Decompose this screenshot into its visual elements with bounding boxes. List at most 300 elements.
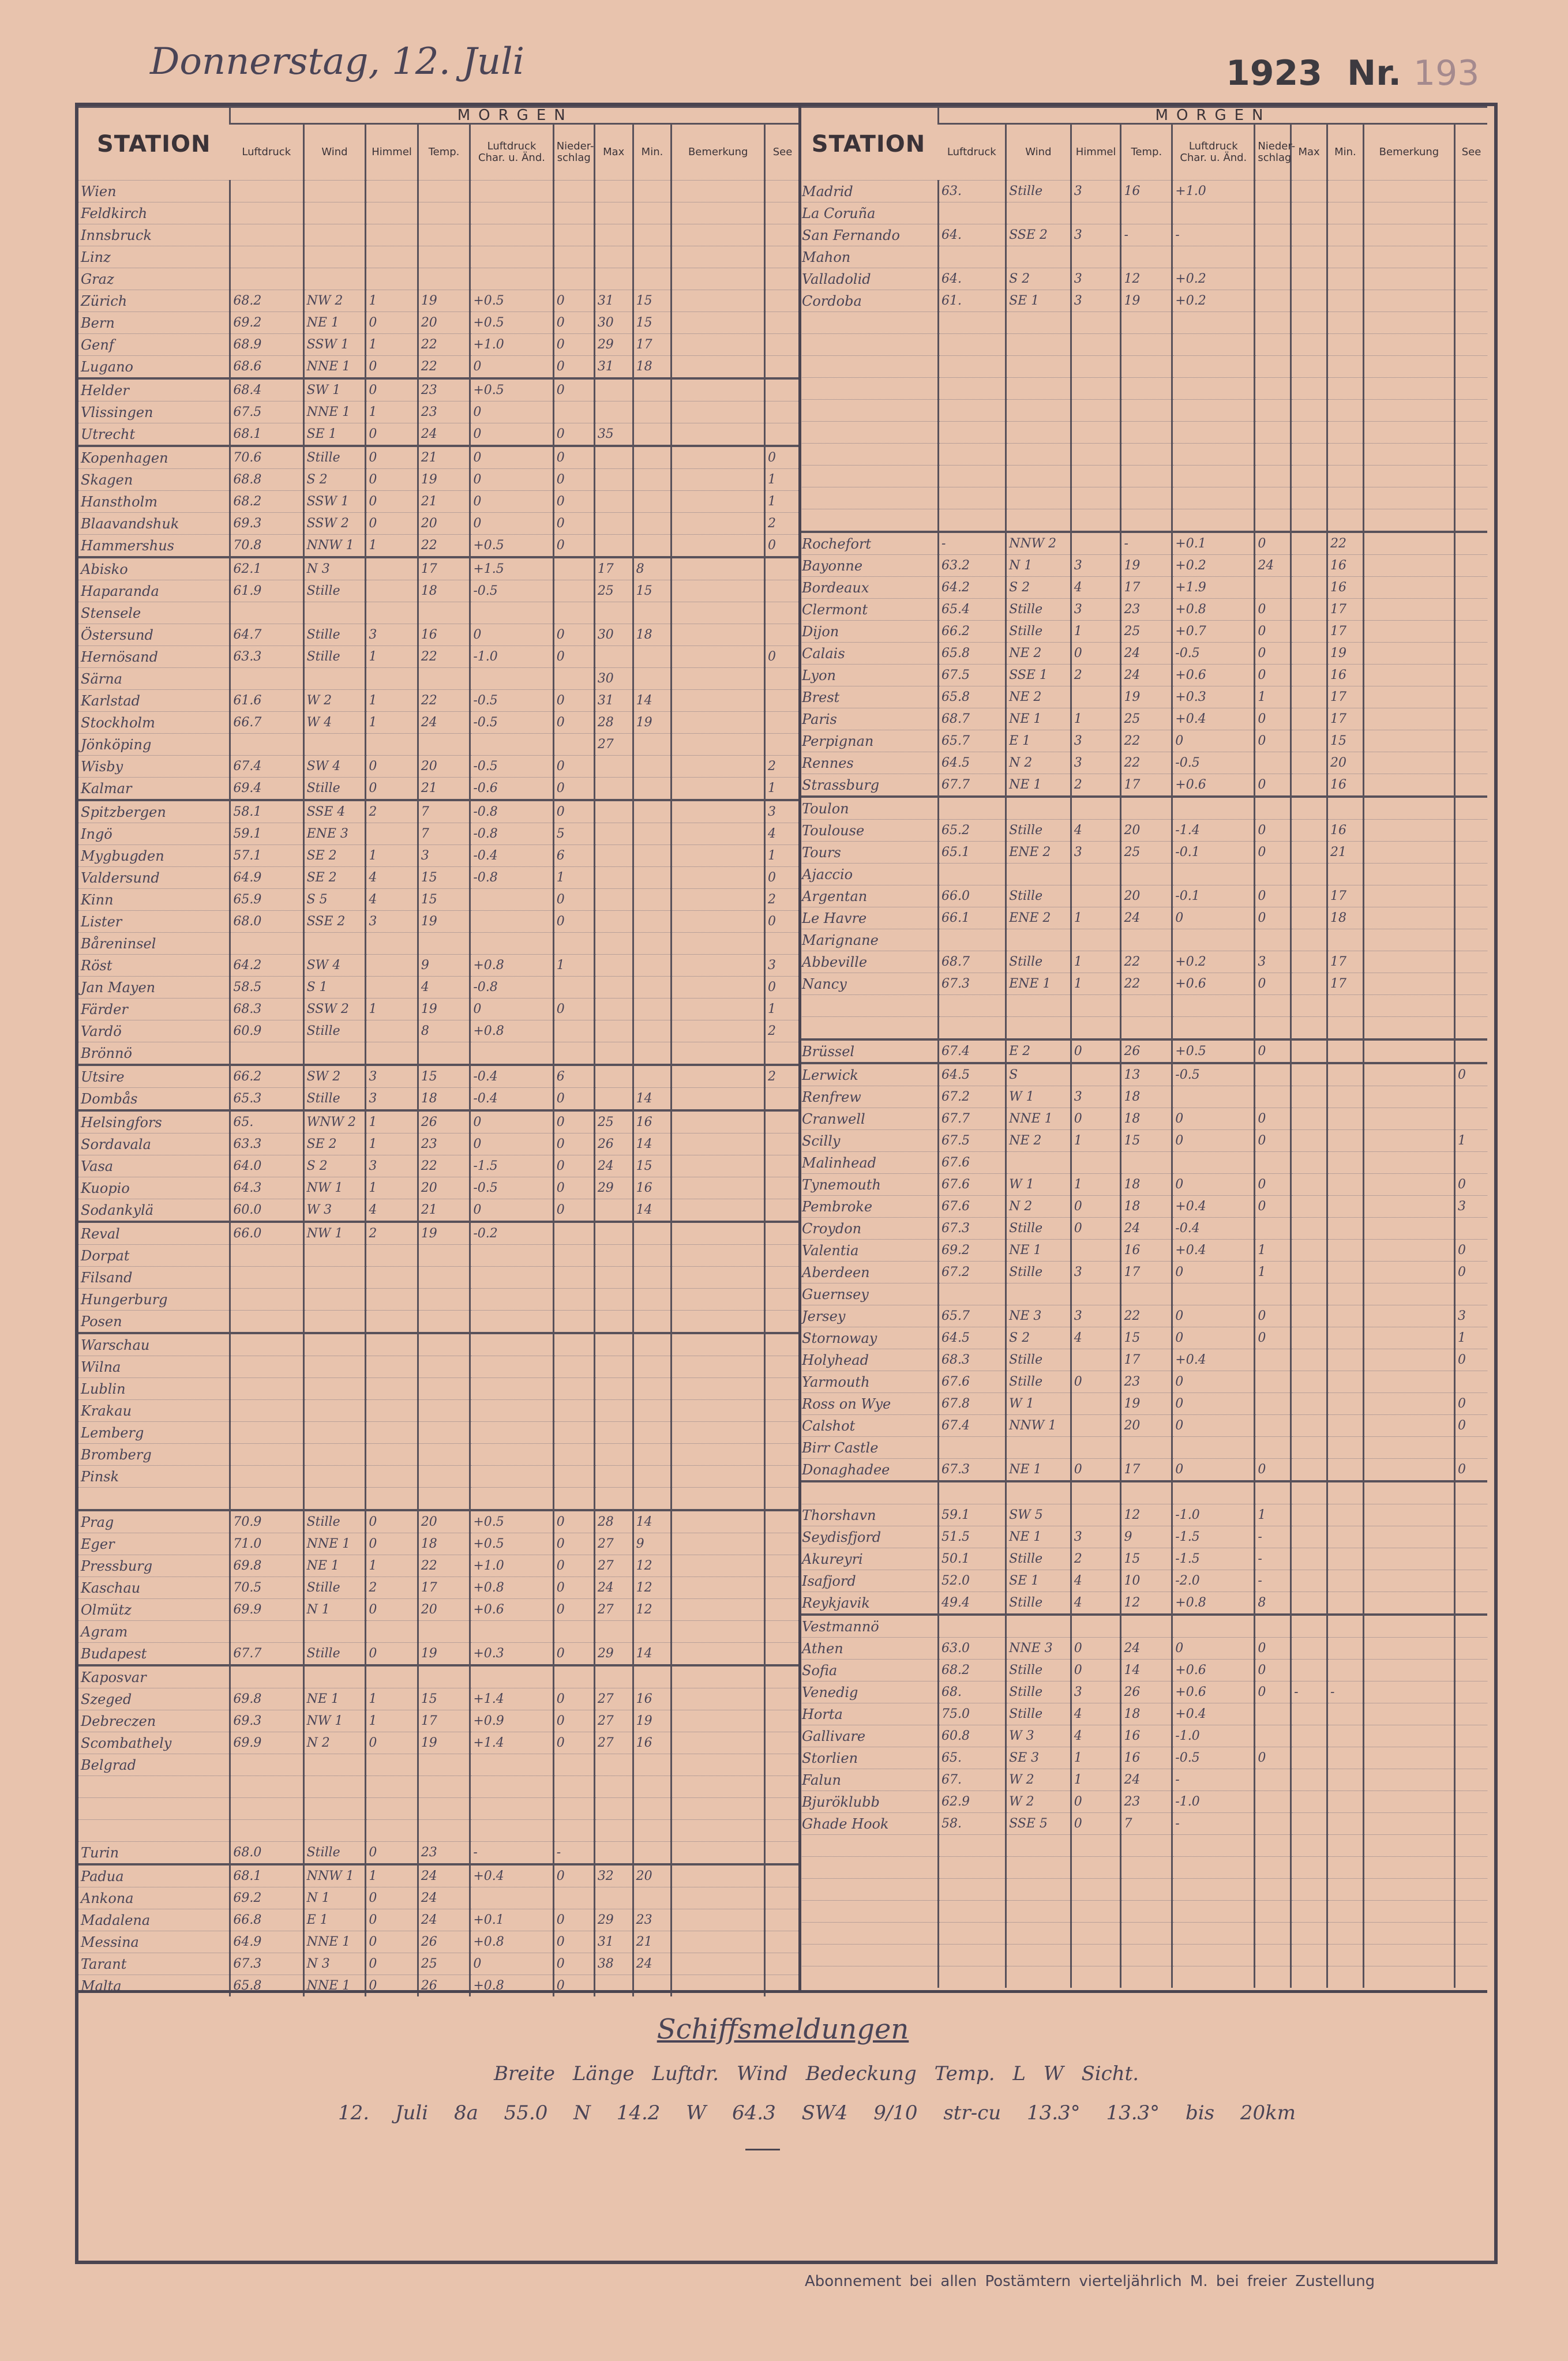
- right-row: [800, 378, 1487, 400]
- right-row: [800, 643, 1487, 665]
- station-name: Haparanda: [78, 580, 230, 602]
- left-cell: [765, 557, 800, 580]
- right-cell: [1172, 1879, 1255, 1901]
- right-cell: [1291, 1769, 1327, 1791]
- left-row: [78, 668, 800, 690]
- right-cell: 64.: [939, 224, 1006, 246]
- left-cell: [303, 1378, 366, 1400]
- left-cell: [553, 1333, 594, 1356]
- station-name: Agram: [78, 1621, 230, 1643]
- right-cell: 3: [1071, 1526, 1121, 1548]
- left-cell: [553, 1020, 594, 1042]
- station-name: Isafjord: [800, 1570, 939, 1592]
- left-cell: [230, 1289, 303, 1311]
- right-cell: [1255, 1835, 1291, 1857]
- left-cell: -1.0: [470, 646, 553, 668]
- right-cell: [1291, 1504, 1327, 1526]
- left-row: [78, 1020, 800, 1042]
- left-cell: 0: [553, 378, 594, 401]
- left-cell: 70.5: [230, 1577, 303, 1599]
- left-cell: [765, 1289, 800, 1311]
- left-cell: [672, 181, 765, 202]
- right-cell: [1291, 1791, 1327, 1813]
- left-cell: 0: [366, 1887, 418, 1909]
- left-cell: [366, 1311, 418, 1334]
- left-cell: 67.4: [230, 756, 303, 778]
- right-cell: NNW 1: [1006, 1415, 1071, 1437]
- left-cell: [366, 580, 418, 602]
- station-name: Calshot: [800, 1415, 939, 1437]
- right-cell: [1455, 400, 1487, 422]
- right-row: [800, 774, 1487, 797]
- station-name: [800, 1879, 939, 1901]
- left-cell: [230, 1776, 303, 1798]
- right-cell: NE 1: [1006, 1240, 1071, 1262]
- right-cell: 1: [1255, 1262, 1291, 1283]
- left-cell: 16: [633, 1732, 672, 1754]
- left-cell: [470, 1378, 553, 1400]
- right-cell: [1071, 1063, 1121, 1086]
- right-cell: [939, 378, 1006, 400]
- right-cell: [1291, 973, 1327, 995]
- left-cell: SSW 1: [303, 491, 366, 513]
- right-cell: [1363, 1791, 1454, 1813]
- right-cell: [1291, 1393, 1327, 1415]
- right-cell: 15: [1327, 730, 1364, 752]
- left-cell: [672, 1533, 765, 1555]
- station-name: Padua: [78, 1864, 230, 1887]
- station-name: Östersund: [78, 624, 230, 646]
- left-cell: [633, 1333, 672, 1356]
- right-cell: [1071, 487, 1121, 509]
- right-cell: NNE 1: [1006, 1108, 1071, 1130]
- right-header-col-7: Max: [1291, 124, 1327, 181]
- left-cell: 0: [553, 778, 594, 801]
- station-name: [78, 1776, 230, 1798]
- left-cell: [765, 1732, 800, 1754]
- left-cell: [553, 1466, 594, 1488]
- right-cell: [1071, 400, 1121, 422]
- right-cell: [1455, 1371, 1487, 1393]
- right-cell: [1121, 466, 1172, 487]
- left-cell: 20: [418, 1177, 470, 1199]
- left-cell: 0: [553, 1533, 594, 1555]
- right-cell: Stille: [1006, 951, 1071, 973]
- right-cell: 22: [1327, 532, 1364, 555]
- left-cell: 67.7: [230, 1643, 303, 1666]
- station-name: Vasa: [78, 1155, 230, 1177]
- left-cell: NE 1: [303, 1555, 366, 1577]
- right-cell: [1327, 1349, 1364, 1371]
- left-cell: [366, 246, 418, 268]
- left-cell: 64.0: [230, 1155, 303, 1177]
- right-cell: [1327, 1835, 1364, 1857]
- right-cell: [1327, 1283, 1364, 1305]
- right-cell: [1172, 312, 1255, 334]
- left-cell: [594, 224, 633, 246]
- left-cell: [230, 1466, 303, 1488]
- right-row: [800, 1327, 1487, 1349]
- right-row: [800, 466, 1487, 487]
- right-cell: 0: [1255, 599, 1291, 621]
- right-cell: NE 1: [1006, 1459, 1071, 1482]
- left-cell: [366, 1400, 418, 1422]
- right-cell: 0: [1255, 665, 1291, 686]
- left-cell: [366, 1245, 418, 1267]
- left-cell: [765, 181, 800, 202]
- station-name: Reval: [78, 1222, 230, 1245]
- left-cell: 15: [633, 1155, 672, 1177]
- right-cell: [1071, 1945, 1121, 1966]
- left-cell: 2: [765, 889, 800, 911]
- station-name: [800, 1017, 939, 1040]
- left-cell: 2: [366, 1222, 418, 1245]
- left-cell: [765, 268, 800, 290]
- right-cell: [1455, 1769, 1487, 1791]
- left-cell: 22: [418, 1555, 470, 1577]
- left-cell: [633, 446, 672, 469]
- left-cell: 19: [633, 712, 672, 734]
- right-cell: 24: [1255, 555, 1291, 577]
- station-name: Ingö: [78, 823, 230, 845]
- right-cell: 22: [1121, 1305, 1172, 1327]
- right-cell: Stille: [1006, 1592, 1071, 1615]
- right-cell: [1363, 1063, 1454, 1086]
- right-cell: -0.5: [1172, 643, 1255, 665]
- left-cell: 30: [594, 312, 633, 334]
- right-cell: 0: [1172, 1415, 1255, 1437]
- station-name: Pressburg: [78, 1555, 230, 1577]
- left-cell: 2: [366, 1577, 418, 1599]
- station-name: [800, 356, 939, 378]
- right-cell: [1291, 1638, 1327, 1660]
- right-row: [800, 1945, 1487, 1966]
- station-name: Jan Mayen: [78, 977, 230, 999]
- left-cell: [672, 1555, 765, 1577]
- right-row: [800, 1459, 1487, 1482]
- left-cell: Stille: [303, 1020, 366, 1042]
- station-name: [800, 1945, 939, 1966]
- right-cell: +0.6: [1172, 774, 1255, 797]
- right-cell: +1.0: [1172, 181, 1255, 202]
- left-cell: 1: [366, 334, 418, 356]
- right-cell: 1: [1071, 1130, 1121, 1152]
- right-cell: [939, 202, 1006, 224]
- left-row: [78, 1065, 800, 1088]
- right-cell: E 1: [1006, 730, 1071, 752]
- left-cell: 25: [594, 580, 633, 602]
- header-number: [1347, 53, 1479, 93]
- station-name: Lublin: [78, 1378, 230, 1400]
- left-cell: [230, 734, 303, 756]
- left-cell: [633, 1267, 672, 1289]
- right-cell: [1455, 1747, 1487, 1769]
- right-cell: N 2: [1006, 752, 1071, 774]
- left-cell: [633, 1400, 672, 1422]
- left-cell: [303, 1042, 366, 1065]
- station-name: Sordavala: [78, 1133, 230, 1155]
- left-cell: [672, 1864, 765, 1887]
- right-cell: [1006, 312, 1071, 334]
- right-cell: [1291, 268, 1327, 290]
- right-cell: W 1: [1006, 1086, 1071, 1108]
- right-cell: [1363, 1548, 1454, 1570]
- left-cell: [594, 181, 633, 202]
- station-name: Spitzbergen: [78, 800, 230, 823]
- station-name: [800, 1835, 939, 1857]
- station-name: Posen: [78, 1311, 230, 1334]
- station-name: [800, 1966, 939, 1988]
- left-cell: [594, 1754, 633, 1776]
- right-cell: [1255, 487, 1291, 509]
- station-name: Wisby: [78, 756, 230, 778]
- left-cell: [470, 1042, 553, 1065]
- station-name: Hammershus: [78, 535, 230, 558]
- left-cell: 0: [765, 977, 800, 999]
- left-cell: [672, 867, 765, 889]
- right-cell: 65.1: [939, 842, 1006, 864]
- left-cell: 0: [470, 624, 553, 646]
- station-name: Akureyri: [800, 1548, 939, 1570]
- right-cell: [939, 1615, 1006, 1638]
- right-cell: [1071, 334, 1121, 356]
- left-cell: [594, 1422, 633, 1444]
- left-cell: 21: [418, 778, 470, 801]
- left-cell: +0.3: [470, 1643, 553, 1666]
- right-row: [800, 1725, 1487, 1747]
- right-cell: 17: [1327, 621, 1364, 643]
- left-cell: -0.5: [470, 690, 553, 712]
- left-cell: 15: [418, 1688, 470, 1710]
- left-cell: 2: [765, 1020, 800, 1042]
- right-cell: [1291, 730, 1327, 752]
- left-cell: 0: [470, 1133, 553, 1155]
- right-cell: [1455, 1086, 1487, 1108]
- left-cell: 23: [418, 378, 470, 401]
- right-cell: 16: [1121, 181, 1172, 202]
- left-cell: [633, 423, 672, 446]
- right-cell: [1291, 1039, 1327, 1063]
- left-cell: NW 1: [303, 1710, 366, 1732]
- left-row: [78, 778, 800, 801]
- left-cell: 1: [366, 1110, 418, 1133]
- left-cell: 68.0: [230, 1842, 303, 1865]
- right-cell: [1071, 995, 1121, 1017]
- left-cell: [672, 1621, 765, 1643]
- left-row: [78, 580, 800, 602]
- left-cell: 19: [418, 911, 470, 933]
- right-cell: 3: [1455, 1305, 1487, 1327]
- left-cell: 22: [418, 646, 470, 668]
- left-cell: -0.5: [470, 580, 553, 602]
- left-cell: [672, 312, 765, 334]
- left-cell: 0: [366, 423, 418, 446]
- left-cell: 23: [418, 401, 470, 423]
- right-cell: [1363, 1769, 1454, 1791]
- left-cell: 70.9: [230, 1510, 303, 1533]
- right-cell: [1291, 1371, 1327, 1393]
- right-cell: [1291, 1218, 1327, 1240]
- right-cell: -1.5: [1172, 1548, 1255, 1570]
- right-row: [800, 268, 1487, 290]
- right-cell: 0: [1455, 1415, 1487, 1437]
- right-cell: 67.2: [939, 1086, 1006, 1108]
- left-cell: [765, 1909, 800, 1931]
- left-cell: [672, 1510, 765, 1533]
- left-cell: [230, 1042, 303, 1065]
- station-name: Strassburg: [800, 774, 939, 797]
- left-cell: 0: [765, 446, 800, 469]
- right-cell: [1121, 378, 1172, 400]
- left-cell: Stille: [303, 580, 366, 602]
- station-name: Thorshavn: [800, 1504, 939, 1526]
- left-row: [78, 312, 800, 334]
- left-cell: 0: [553, 1577, 594, 1599]
- right-cell: [1455, 599, 1487, 621]
- right-cell: [1172, 995, 1255, 1017]
- right-cell: 0: [1455, 1262, 1487, 1283]
- right-cell: [1363, 202, 1454, 224]
- right-row: [800, 995, 1487, 1017]
- right-cell: 3: [1071, 555, 1121, 577]
- right-cell: [1172, 334, 1255, 356]
- left-cell: 18: [418, 1533, 470, 1555]
- right-cell: [1291, 1240, 1327, 1262]
- right-row: [800, 532, 1487, 555]
- left-cell: [633, 1042, 672, 1065]
- left-cell: SE 2: [303, 1133, 366, 1155]
- right-cell: [1455, 268, 1487, 290]
- right-cell: +0.4: [1172, 1349, 1255, 1371]
- left-cell: [633, 1754, 672, 1776]
- right-cell: 0: [1071, 1660, 1121, 1681]
- number-value: 193: [1413, 53, 1480, 93]
- right-cell: 13: [1121, 1063, 1172, 1086]
- right-cell: [1172, 1923, 1255, 1945]
- station-name: Kaposvar: [78, 1665, 230, 1688]
- right-cell: Stille: [1006, 1703, 1071, 1725]
- right-cell: 0: [1255, 907, 1291, 929]
- left-cell: [470, 181, 553, 202]
- left-cell: -0.8: [470, 867, 553, 889]
- left-cell: 27: [594, 1710, 633, 1732]
- right-cell: [1255, 268, 1291, 290]
- station-name: Scilly: [800, 1130, 939, 1152]
- right-cell: [1291, 378, 1327, 400]
- right-cell: [1255, 422, 1291, 444]
- left-cell: 1: [765, 778, 800, 801]
- left-row: [78, 202, 800, 224]
- left-cell: Stille: [303, 446, 366, 469]
- station-name: [800, 995, 939, 1017]
- right-cell: 1: [1255, 686, 1291, 708]
- left-cell: [765, 1643, 800, 1666]
- left-cell: [594, 1378, 633, 1400]
- left-cell: [672, 446, 765, 469]
- right-cell: [1121, 929, 1172, 951]
- left-cell: [633, 1289, 672, 1311]
- right-row: [800, 842, 1487, 864]
- ship-reports-title: Schiffsmeldungen: [657, 2013, 909, 2045]
- right-cell: 0: [1172, 1305, 1255, 1327]
- left-cell: [765, 1555, 800, 1577]
- left-cell: [765, 1356, 800, 1378]
- right-cell: [1455, 1660, 1487, 1681]
- right-row: [800, 929, 1487, 951]
- left-cell: 26: [418, 1931, 470, 1953]
- left-cell: 0: [553, 1133, 594, 1155]
- left-cell: [633, 646, 672, 668]
- station-name: [800, 400, 939, 422]
- left-cell: [633, 1222, 672, 1245]
- left-cell: 15: [418, 867, 470, 889]
- right-cell: [1363, 1371, 1454, 1393]
- header-year: 1923: [1226, 53, 1322, 93]
- left-cell: [672, 845, 765, 867]
- right-cell: -: [1255, 1548, 1291, 1570]
- left-row: [78, 1555, 800, 1577]
- station-name: Vestmannö: [800, 1615, 939, 1638]
- right-cell: [1172, 509, 1255, 532]
- right-cell: [1327, 202, 1364, 224]
- right-cell: [1363, 1725, 1454, 1747]
- left-row: [78, 290, 800, 312]
- left-cell: Stille: [303, 1842, 366, 1865]
- left-cell: [594, 446, 633, 469]
- right-cell: 65.8: [939, 643, 1006, 665]
- right-cell: [1291, 1703, 1327, 1725]
- right-header-col-9: Bemerkung: [1363, 124, 1454, 181]
- right-cell: [1006, 1152, 1071, 1174]
- station-name: [800, 1857, 939, 1879]
- right-cell: [939, 400, 1006, 422]
- right-cell: +0.4: [1172, 1703, 1255, 1725]
- left-cell: [672, 1688, 765, 1710]
- left-cell: [633, 1444, 672, 1466]
- left-cell: +1.0: [470, 1555, 553, 1577]
- right-cell: [1255, 356, 1291, 378]
- right-cell: [1291, 621, 1327, 643]
- left-cell: [594, 889, 633, 911]
- left-cell: 0: [553, 1555, 594, 1577]
- right-row: [800, 1835, 1487, 1857]
- right-cell: 26: [1121, 1039, 1172, 1063]
- right-cell: 16: [1327, 577, 1364, 599]
- right-cell: 24: [1121, 643, 1172, 665]
- right-row: [800, 1660, 1487, 1681]
- right-cell: 1: [1455, 1327, 1487, 1349]
- right-cell: [1327, 290, 1364, 312]
- left-cell: [553, 1621, 594, 1643]
- right-cell: [1455, 312, 1487, 334]
- left-cell: N 2: [303, 1732, 366, 1754]
- left-cell: [594, 823, 633, 845]
- right-cell: 62.9: [939, 1791, 1006, 1813]
- left-cell: [553, 202, 594, 224]
- right-cell: [1291, 1481, 1327, 1504]
- left-cell: [765, 1311, 800, 1334]
- station-name: [800, 1923, 939, 1945]
- right-cell: [1172, 797, 1255, 820]
- left-cell: [672, 624, 765, 646]
- left-row: [78, 1909, 800, 1931]
- right-cell: 65.: [939, 1747, 1006, 1769]
- right-cell: SW 5: [1006, 1504, 1071, 1526]
- left-cell: [672, 1643, 765, 1666]
- left-cell: 14: [633, 1133, 672, 1155]
- left-cell: 0: [366, 1533, 418, 1555]
- left-cell: 66.7: [230, 712, 303, 734]
